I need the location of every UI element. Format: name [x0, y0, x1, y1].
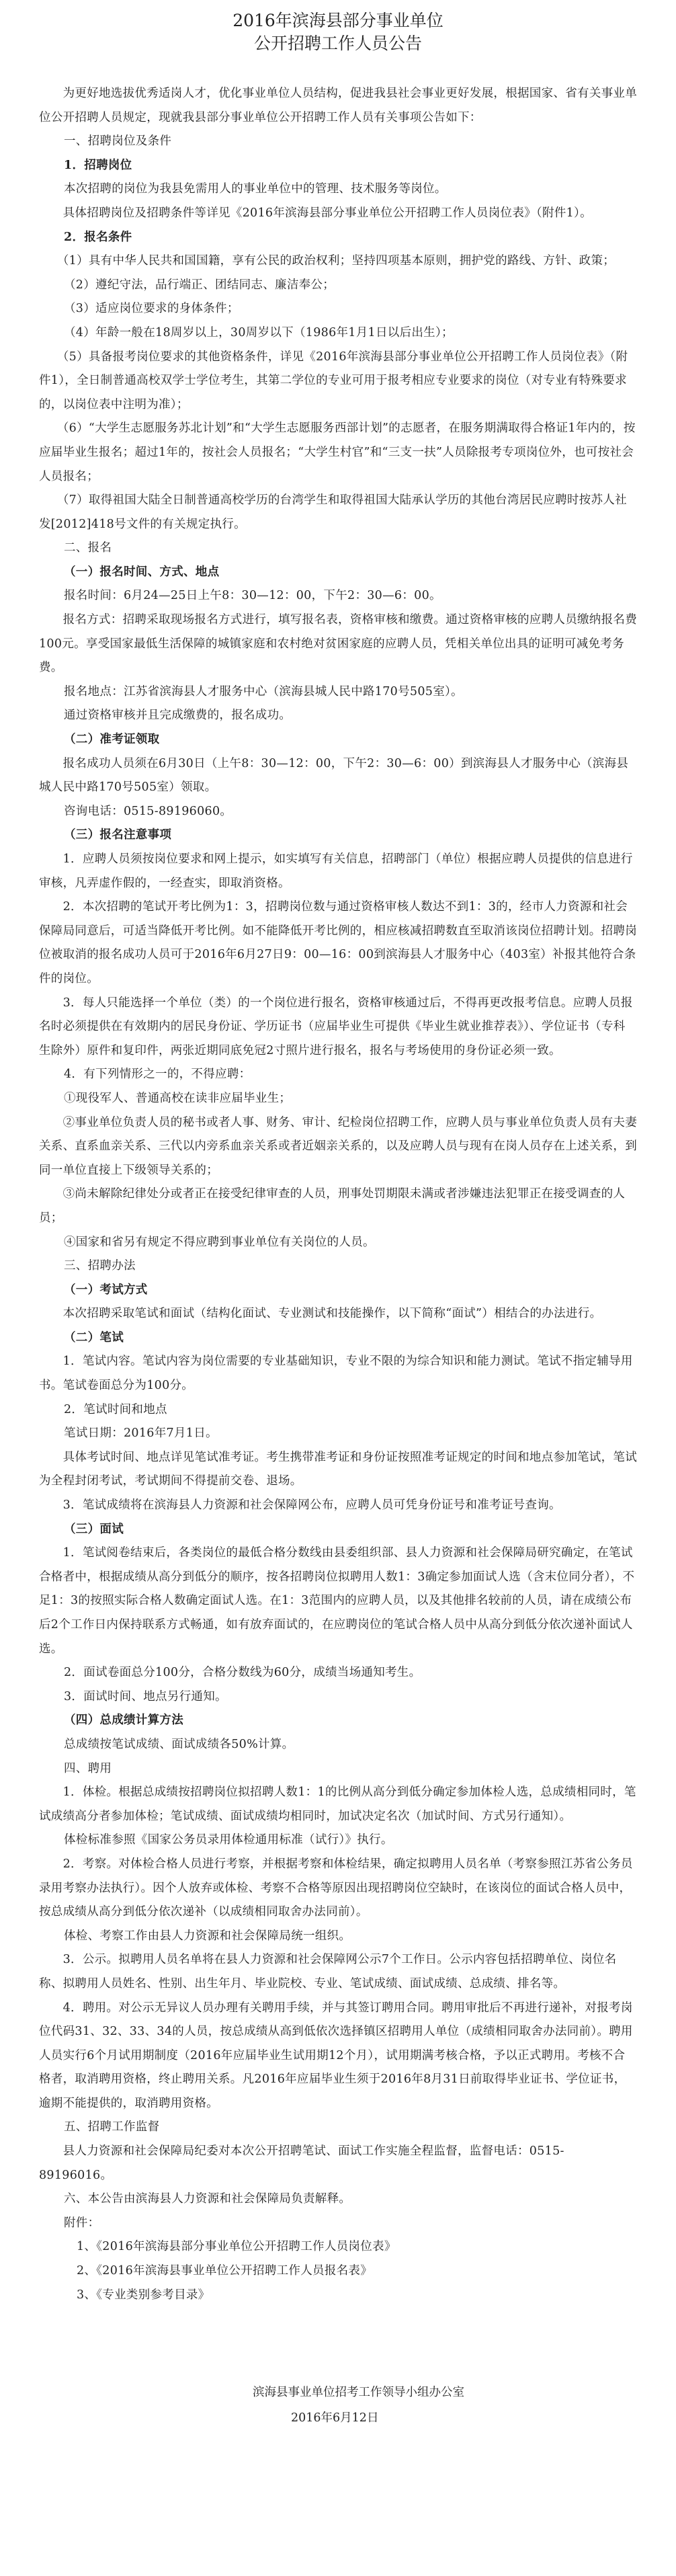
document-title: [39, 9, 637, 55]
paragraph: 报名方式：招聘采取现场报名方式进行，填写报名表，资格审核和缴费。通过资格审核的应聘人员缴纳报名费100元。享受国家最低生活保障的城镇家庭和农村绝对贫困家庭的应聘人员，凭相关单位出具的证明可减免考务费。: [39, 613, 637, 675]
paragraph: 3．公示。拟聘用人员名单将在县人力资源和社会保障网公示7个工作日。公示内容包括招聘单位、岗位名称、拟聘用人员姓名、性别、出生年月、毕业院校、专业、笔试成绩、面试成绩、总成绩、排名等。: [39, 1953, 617, 1990]
paragraph: （1）具有中华人民共和国国籍，享有公民的政治权利；坚持四项基本原则，拥护党的路线、方针、政策；: [39, 254, 616, 268]
signature-date: 2016年6月12日: [291, 2411, 379, 2425]
paragraph: 具体招聘岗位及招聘条件等详见《2016年滨海县部分事业单位公开招聘工作人员岗位表》（附件1）。: [39, 206, 592, 220]
paragraph: 4．聘用。对公示无异议人员办理有关聘用手续，并与其签订聘用合同。聘用审批后不再进行递补，对报考岗位代码31、32、33、34的人员，按总成绩从高到低依次选择镇区招聘用人单位（成绩相同取舍办法同前）。聘用人员实行6个月试用期制度（2016年应届毕业生试用期12个月），试用期满考核合格，予以正式聘用。考核不合格者，取消聘用资格，终止聘用关系。凡2016年应届毕业生须于2016年8月31日前取得毕业证书、学位证书，逾期不能提供的，取消聘用资格。: [39, 2001, 633, 2110]
paragraph: ④国家和省另有规定不得应聘到事业单位有关岗位的人员。: [64, 1235, 375, 1249]
paragraph: 为更好地选拔优秀适岗人才，优化事业单位人员结构，促进我县社会事业更好发展，根据国家、省有关事业单位公开招聘人员规定，现就我县部分事业单位公开招聘工作人员有关事项公告如下：: [39, 87, 637, 124]
paragraph: 咨询电话：0515-89196060。: [64, 804, 233, 818]
paragraph: 1、《2016年滨海县部分事业单位公开招聘工作人员岗位表》: [77, 2240, 396, 2254]
paragraph: 体检、考察工作由县人力资源和社会保障局统一组织。: [64, 1929, 351, 1943]
paragraph: 通过资格审核并且完成缴费的，报名成功。: [64, 709, 292, 723]
paragraph: ③尚未解除纪律处分或者正在接受纪律审查的人员，刑事处罚期限未满或者涉嫌违法犯罪正在接受调查的人员；: [39, 1187, 626, 1225]
paragraph: 一、招聘岗位及条件: [64, 134, 172, 149]
paragraph: 1．笔试阅卷结束后，各类岗位的最低合格分数线由县委组织部、县人力资源和社会保障局研究确定，在笔试合格者中，根据成绩从高分到低分的顺序，按各招聘岗位拟聘用人数1：3确定参加面试人选（含末位同分者），不足1：3的按照实际合格人数确定面试人选。在1：3范围内的应聘人员，以及其他排名较前的人员，请在成绩公布后2个工作日内保持联系方式畅通，如有放弃面试的，在应聘岗位的笔试合格人员中从高分到低分依次递补面试人选。: [39, 1546, 635, 1656]
paragraph: 体检标准参照《国家公务员录用体检通用标准（试行）》执行。: [64, 1833, 393, 1847]
paragraph: ①现役军人、普通高校在读非应届毕业生；: [64, 1091, 292, 1105]
title-line-2: 公开招聘工作人员公告: [253, 34, 422, 53]
paragraph: 本次招聘的岗位为我县免需用人的事业单位中的管理、技术服务等岗位。: [64, 182, 447, 196]
paragraph: ②事业单位负责人员的秘书或者人事、财务、审计、纪检岗位招聘工作，应聘人员与事业单位负责人员有夫妻关系、直系血亲关系、三代以内旁系血亲关系或者近姻亲关系的，以及应聘人员与现有在岗人员存在上述关系，到同一单位直接上下级领导关系的；: [39, 1115, 637, 1177]
paragraph: 具体考试时间、地点详见笔试准考证。考生携带准考证和身份证按照准考证规定的时间和地点参加笔试，笔试为全程封闭考试，考试期间不得提前交卷、退场。: [39, 1450, 637, 1488]
paragraph: 3、《专业类别参考目录》: [77, 2288, 210, 2302]
paragraph: （二）准考证领取: [64, 733, 160, 747]
paragraph: 附件：: [64, 2216, 100, 2230]
paragraph: （2）遵纪守法，品行端正、团结同志、廉洁奉公；: [64, 278, 335, 292]
paragraph: 县人力资源和社会保障局纪委对本次公开招聘笔试、面试工作实施全程监督，监督电话：0515-89196016。: [39, 2144, 564, 2182]
paragraph: （4）年龄一般在18周岁以上，30周岁以下（1986年1月1日以后出生）；: [64, 325, 454, 339]
paragraph: 2、《2016年滨海县事业单位公开招聘工作人员报名表》: [77, 2264, 373, 2278]
paragraph: （三）报名注意事项: [64, 828, 172, 842]
paragraph: 总成绩按笔试成绩、面试成绩各50%计算。: [64, 1737, 294, 1751]
paragraph: （一）考试方式: [64, 1283, 148, 1297]
paragraph: 2．本次招聘的笔试开考比例为1：3，招聘岗位数与通过资格审核人数达不到1：3的，经市人力资源和社会保障局同意后，可适当降低开考比例。如不能降低开考比例的，相应核减招聘数直至取消该岗位招聘计划。招聘岗位被取消的报名成功人员可于2016年6月27日9：00—16：00到滨海县人才服务中心（403室）补报其他符合条件的岗位。: [39, 900, 637, 985]
paragraph: （四）总成绩计算方法: [64, 1714, 183, 1728]
paragraph: （6）“大学生志愿服务苏北计划”和“大学生志愿服务西部计划”的志愿者，在服务期满取得合格证1年内的，按应届毕业生报名；超过1年的，按社会人员报名；“大学生村官”和“三支一扶”人员除报考专项岗位外，也可按社会人员报名；: [39, 421, 636, 483]
paragraph: 1．应聘人员须按岗位要求和网上提示，如实填写有关信息，招聘部门（单位）根据应聘人员提供的信息进行审核，凡弄虚作假的，一经查实，即取消资格。: [39, 852, 633, 890]
paragraph: 1．体检。根据总成绩按招聘岗位拟招聘人数1：1的比例从高分到低分确定参加体检人选，总成绩相同时，笔试成绩高分者参加体检；笔试成绩、面试成绩均相同时，加试决定名次（加试时间、方式另行通知）。: [39, 1785, 636, 1823]
paragraph: 五、招聘工作监督: [64, 2120, 160, 2134]
paragraph: 六、本公告由滨海县人力资源和社会保障局负责解释。: [64, 2192, 351, 2206]
paragraph: 2．报名条件: [64, 230, 132, 244]
notice-body: [39, 82, 637, 2307]
paragraph: （7）取得祖国大陆全日制普通高校学历的台湾学生和取得祖国大陆承认学历的其他台湾居民应聘时按苏人社发[2012]418号文件的有关规定执行。: [39, 493, 627, 531]
paragraph: 3．每人只能选择一个单位（类）的一个岗位进行报名，资格审核通过后，不得再更改报考信息。应聘人员报名时必须提供在有效期内的居民身份证、学历证书（应届毕业生可提供《毕业生就业推荐表》）、学位证书（专科生除外）原件和复印件，两张近期同底免冠2寸照片进行报名，报名与考场使用的身份证必须一致。: [39, 996, 633, 1057]
title-line-1: 2016年滨海县部分事业单位: [233, 11, 443, 30]
paragraph: 二、报名: [64, 541, 112, 555]
paragraph: 1．招聘岗位: [64, 158, 132, 172]
paragraph: 3．笔试成绩将在滨海县人力资源和社会保障网公布，应聘人员可凭身份证号和准考证号查询。: [39, 1498, 561, 1513]
paragraph: 2．面试卷面总分100分，合格分数线为60分，成绩当场通知考生。: [64, 1666, 421, 1680]
signature-block: [39, 2380, 637, 2431]
paragraph: 3．面试时间、地点另行通知。: [64, 1689, 227, 1703]
paragraph: 三、招聘办法: [64, 1259, 136, 1273]
paragraph: 报名成功人员须在6月30日（上午8：30—12：00，下午2：30—6：00）到滨海县人才服务中心（滨海县城人民中路170号505室）领取。: [39, 756, 629, 795]
paragraph: 报名地点：江苏省滨海县人才服务中心（滨海县城人民中路170号505室）。: [64, 684, 463, 698]
paragraph: （三）面试: [64, 1522, 124, 1536]
paragraph: （3）适应岗位要求的身体条件；: [64, 302, 239, 316]
paragraph: （二）笔试: [64, 1330, 124, 1344]
paragraph: （5）具备报考岗位要求的其他资格条件，详见《2016年滨海县部分事业单位公开招聘工作人员岗位表》（附件1），全日制普通高校双学士学位考生，其第二学位的专业可用于报考相应专业要求的岗位（对专业有特殊要求的，以岗位表中注明为准）；: [39, 350, 628, 411]
paragraph: （一）报名时间、方式、地点: [64, 565, 220, 579]
paragraph: 四、聘用: [64, 1761, 112, 1775]
paragraph: 本次招聘采取笔试和面试（结构化面试、专业测试和技能操作，以下简称“面试”）相结合的办法进行。: [39, 1307, 602, 1321]
signature-org: 滨海县事业单位招考工作领导小组办公室: [253, 2386, 464, 2400]
paragraph: 2．笔试时间和地点: [64, 1402, 167, 1416]
paragraph: 笔试日期：2016年7月1日。: [64, 1426, 218, 1441]
paragraph: 2．考察。对体检合格人员进行考察，并根据考察和体检结果，确定拟聘用人员名单（考察参照江苏省公务员录用考察办法执行）。因个人放弃或体检、考察不合格等原因出现招聘岗位空缺时，在该岗位的面试合格人员中，按总成绩从高分到低分依次递补（以成绩相同取舍办法同前）。: [39, 1857, 633, 1919]
paragraph: 1．笔试内容。笔试内容为岗位需要的专业基础知识，专业不限的为综合知识和能力测试。笔试不指定辅导用书。笔试卷面总分为100分。: [39, 1355, 633, 1393]
paragraph: 报名时间：6月24—25日上午8：30—12：00，下午2：30—6：00。: [64, 589, 441, 603]
paragraph: 4．有下列情形之一的，不得应聘：: [64, 1068, 251, 1082]
